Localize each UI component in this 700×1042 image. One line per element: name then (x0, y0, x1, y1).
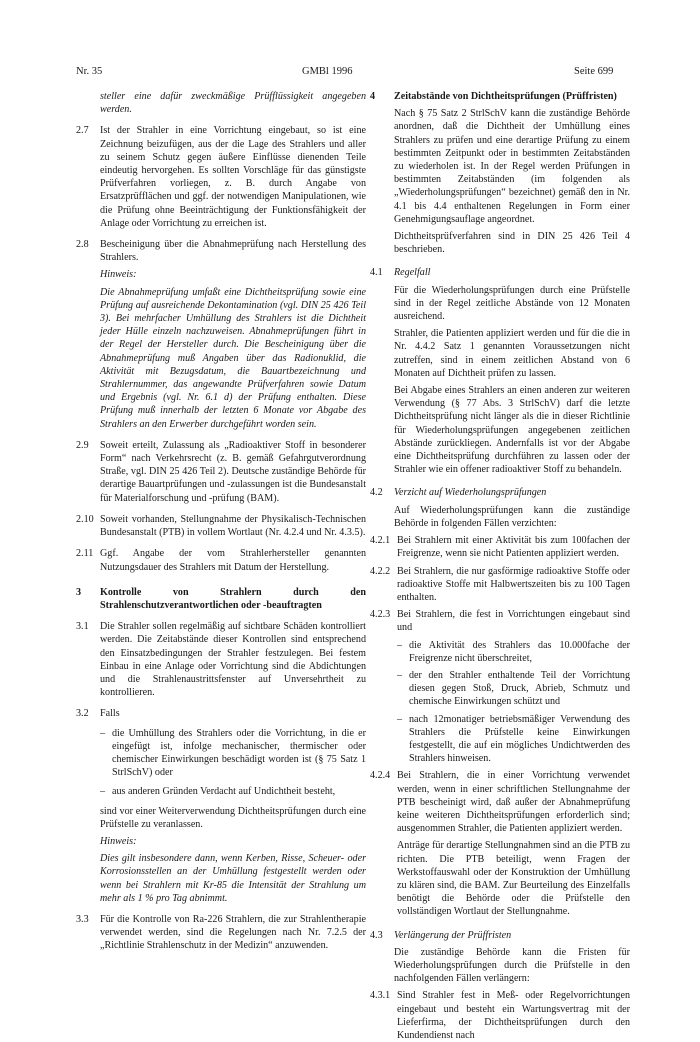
issue-number: Nr. 35 (76, 66, 103, 77)
subsection-4-3-heading (370, 929, 630, 942)
paragraph: Anträge für derartige Stellungnahmen sind an die PTB zu richten. Die PTB beteiligt, wenn Fragen der Werkstoffauswahl oder der Konstruktion der Umhüllung zu klären sind, die BAM. Zur Beurteilung des Einzelfalls benötigt die Behörde oder die Prüfstelle den vollständigen Wortlaut der Stellungnahme. (397, 840, 630, 918)
item-text: Bei Strahlern mit einer Aktivität bis zum 100fachen der Freigrenze, wenn sie nicht Patienten appliziert werden. (397, 535, 630, 560)
subsection-4-1-heading (370, 266, 630, 279)
paragraph: Strahler, die Patienten appliziert werden und für die die in Nr. 4.4.2 Satz 1 genannten Voraussetzungen nicht zutreffen, sind in einem zeitlichen Abstand von 6 Monaten auf Dichtheit prüfen zu lassen. (394, 328, 630, 379)
dash-list (76, 727, 366, 799)
subsection-4-2-heading (370, 486, 630, 499)
item-text: Ggf. Angabe der vom Strahlerhersteller genannten Nutzungsdauer des Strahlers mit Datum der Herstellung. (100, 548, 366, 573)
item-number: 3.2 (76, 708, 89, 720)
dash-bullet: – (397, 713, 403, 725)
item-text: Ist der Strahler in eine Vorrichtung eingebaut, so ist eine Zeichnung beizufügen, aus der die Lage des Strahlers und aller zu seinem Schutz gegen äußere Einflüsse dienenden Teile eindeutig hervorgehen. Es sollten Vorschläge für das günstigste Prüfverfahren vorliegen, z. B. durch Angabe von Ersatzprüfflächen und ggf. der notwendigen Manipulationen, wie die Prüfung ohne Beeinträchtigung der Funktionsfähigkeit der Anlage oder Vorrichtung zu erreichen ist. (100, 125, 366, 229)
item-3-1 (76, 620, 366, 699)
intro-paragraph: steller eine dafür zweckmäßige Prüfflüssigkeit angegeben werden. (100, 91, 366, 116)
item-number: 4.2.1 (370, 535, 391, 547)
item-number: 2.11 (76, 548, 94, 560)
section-3-heading (76, 586, 366, 612)
item-number: 2.9 (76, 439, 89, 451)
item-4-2-1 (370, 534, 630, 560)
item-number: 3.3 (76, 913, 89, 925)
item-text: Bei Strahlern, die in einer Vorrichtung verwendet werden, wenn in einer schriftlichen Stellungnahme der PTB bescheinigt wird, daß außer der Abnahmeprüfung keine weiteren Dichtheitsprüfungen erforderlich sind; ausgenommen Strahler, die Patienten appliziert werden. (397, 770, 630, 835)
item-number: 2.8 (76, 239, 89, 251)
item-number: 2.7 (76, 125, 89, 137)
hinweis-label: Hinweis: (100, 835, 137, 847)
subsection-title: Verlängerung der Prüffristen (394, 929, 512, 941)
item-2-9 (76, 439, 366, 505)
item-4-2-2 (370, 565, 630, 605)
section-title: Zeitabstände von Dichtheitsprüfungen (Prüffristen) (394, 91, 617, 102)
list-item: – die Aktivität des Strahlers das 10.000fache der Freigrenze nicht überschreitet, (397, 639, 630, 664)
item-number: 3.1 (76, 621, 89, 633)
item-text: Falls (100, 708, 120, 720)
dash-bullet: – (397, 669, 403, 681)
item-4-2-4 (370, 769, 630, 835)
item-3-3 (76, 913, 366, 953)
paragraph: Nach § 75 Satz 2 StrlSchV kann die zuständige Behörde anordnen, daß die Dichtheit der Umhüllung eines Strahlers zu prüfen und eine derartige Prüfung zu einem bestimmten Zeitpunkt oder in bestimmten Zeitabständen zu wiederholen ist. In der Regel werden Prüfungen in bestimmten Zeitabständen (im folgenden als „Wiederholungsprüfungen“ bezeichnet) gemäß den in Nr. 4.1 bis 4.4 enthaltenen Regelungen in Form einer Genehmigungsauflage angeordnet. (394, 108, 630, 225)
item-text: Die Strahler sollen regelmäßig auf sichtbare Schäden kontrolliert werden. Die Zeitabstände dieser Kontrollen sind entsprechend den Einsatzbedingungen der Strahler festzulegen. Bei festem Einbau in eine Anlage oder Vorrichtung sind die Abdichtungen und die Strahlenaustrittsfenster auf Unversehrtheit zu kontrollieren. (100, 621, 366, 699)
item-number: 4.2.3 (370, 609, 391, 621)
section-number: 4 (370, 91, 376, 102)
item-text: Bei Strahlern, die nur gasförmige radioaktive Stoffe oder radioaktive Stoffe mit Halbwertszeiten bis zu 100 Tagen enthalten. (397, 565, 630, 603)
item-2-7 (76, 124, 366, 230)
list-item: – der den Strahler enthaltende Teil der Vorrichtung diesen gegen Stoß, Druck, Abrieb, Schmutz und chemische Einwirkungen schützt und (397, 669, 630, 708)
subsection-number: 4.1 (370, 267, 383, 279)
subsection-title: Verzicht auf Wiederholungsprüfungen (394, 487, 547, 499)
paragraph: Bei Abgabe eines Strahlers an einen anderen zur weiteren Verwendung (§ 77 Abs. 3 StrlSchV) darf die letzte Dichtheitsprüfung nicht länger als die in dieser Richtlinie für Wiederholungsprüfungen angegebenen zeitlichen Abstände zurückliegen. Andernfalls ist vor der Abgabe eine Dichtheitsprüfung durchführen zu lassen oder der Strahler wie ein offener radioaktiver Stoff zu behandeln. (394, 385, 630, 476)
item-text: Bescheinigung über die Abnahmeprüfung nach Herstellung des Strahlers. (100, 239, 366, 264)
section-number: 3 (76, 586, 82, 598)
hinweis-label: Hinweis: (100, 269, 137, 281)
item-4-3-1 (370, 989, 630, 1042)
section-4-heading (370, 90, 630, 103)
subsection-number: 4.2 (370, 487, 383, 499)
list-item: – aus anderen Gründen Verdacht auf Undichtheit besteht, (100, 786, 336, 798)
item-2-8 (76, 238, 366, 264)
subsection-title: Regelfall (394, 267, 431, 279)
item-number: 2.10 (76, 513, 94, 525)
item-4-2-3 (370, 608, 630, 634)
paragraph: Für die Wiederholungsprüfungen durch eine Prüfstelle sind in der Regel zeitliche Abstände von 12 Monaten ausreichend. (394, 284, 630, 323)
section-title: Kontrolle von Strahlern durch den Strahlenschutzverantwortlichen oder -beauftragten (100, 586, 366, 611)
dash-list (370, 639, 630, 766)
item-number: 4.3.1 (370, 990, 391, 1002)
paragraph: Die zuständige Behörde kann die Fristen für Wiederholungsprüfungen durch die Prüfstelle in den nachfolgenden Fällen verlängern: (394, 946, 630, 985)
dash-bullet: – (100, 727, 106, 739)
item-number: 4.2.4 (370, 770, 391, 782)
item-text: Soweit vorhanden, Stellungnahme der Physikalisch-Technischen Bundesanstalt (PTB) in vollem Wortlaut (Nr. 4.2.4 und Nr. 4.3.5). (100, 513, 366, 539)
item-number: 4.2.2 (370, 565, 391, 577)
paragraph: Auf Wiederholungsprüfungen kann die zuständige Behörde in folgenden Fällen verzichten: (394, 504, 630, 529)
hinweis-text: Die Abnahmeprüfung umfaßt eine Dichtheitsprüfung sowie eine Prüfung auf ausreichende Dekontamination (vgl. DIN 25 426 Teil 3). Bei mehrfacher Umhüllung des Strahlers ist die Dichtheit jeder Hülle einzeln nachzuweisen. Abnahmeprüfungen führt in der Regel der Hersteller durch. Die Bescheinigung über die Abnahmeprüfung muß Angaben über das Radionuklid, die Aktivität mit Bezugsdatum, die Bauartbezeichnung und Strahlernummer, das angewandte Prüfverfahren sowie Datum und Ergebnis (vgl. Nr. 6.1 d) der Prüfung enthalten. Diese Prüfung muß innerhalb der letzten 6 Monate vor Abgabe des Strahlers an den Erwerber durchgeführt worden sein. (100, 286, 366, 430)
hinweis-text: Dies gilt insbesondere dann, wenn Kerben, Risse, Scheuer- oder Korrosionsstellen an der Umhüllung festgestellt werden oder wenn bei Strahlern mit Kr-85 die Intensität der Strahlung um mehr als 1 % pro Tag abnimmt. (100, 853, 366, 904)
item-2-10 (76, 513, 366, 539)
dash-bullet: – (100, 786, 106, 798)
journal-title: GMBl 1996 (302, 66, 353, 77)
page-number: Seite 699 (574, 66, 614, 77)
list-item: – nach 12monatiger betriebsmäßiger Verwendung des Strahlers die Prüfstelle keine Einwirkungen festgestellt, die auf ein mögliches Undichtwerden des Strahlers hinweisen. (397, 713, 630, 765)
item-text: Sind Strahler fest in Meß- oder Regelvorrichtungen eingebaut und besteht ein Wartungsvertrag mit der Lieferfirma, der Dichtheitsprüfungen durch den Kundendienst nach (397, 990, 630, 1041)
left-column (76, 90, 366, 953)
list-item: – die Umhüllung des Strahlers oder die Vorrichtung, in die er eingefügt ist, infolge mechanischer, thermischer oder chemischer Einwirkungen beschädigt worden ist (§ 75 Satz 1 StrlSchV) oder (100, 727, 366, 779)
paragraph: Dichtheitsprüfverfahren sind in DIN 25 426 Teil 4 beschrieben. (394, 231, 630, 256)
item-2-11 (76, 547, 366, 573)
item-text: Soweit erteilt, Zulassung als „Radioaktiver Stoff in besonderer Form“ nach Verkehrsrecht (z. B. gemäß Gefahrgutverordnung Straße, vgl. DIN 25 426 Teil 2). Deutsche zuständige Behörde für derartige Bauartprüfungen und -zulassungen ist die Bundesanstalt für Materialforschung und -prüfung (BAM). (100, 439, 366, 504)
item-text: Bei Strahlern, die fest in Vorrichtungen eingebaut sind und (397, 609, 630, 634)
subsection-number: 4.3 (370, 929, 383, 941)
right-column (370, 90, 630, 1042)
dash-bullet: – (397, 639, 403, 651)
paragraph: sind vor einer Weiterverwendung Dichtheitsprüfungen durch eine Prüfstelle zu veranlassen. (100, 805, 366, 830)
item-text: Für die Kontrolle von Ra-226 Strahlern, die zur Strahlentherapie verwendet werden, sind die Regelungen nach Nr. 7.2.5 der „Richtlinie Strahlenschutz in der Medizin“ anzuwenden. (100, 913, 366, 952)
item-3-2 (76, 707, 366, 720)
